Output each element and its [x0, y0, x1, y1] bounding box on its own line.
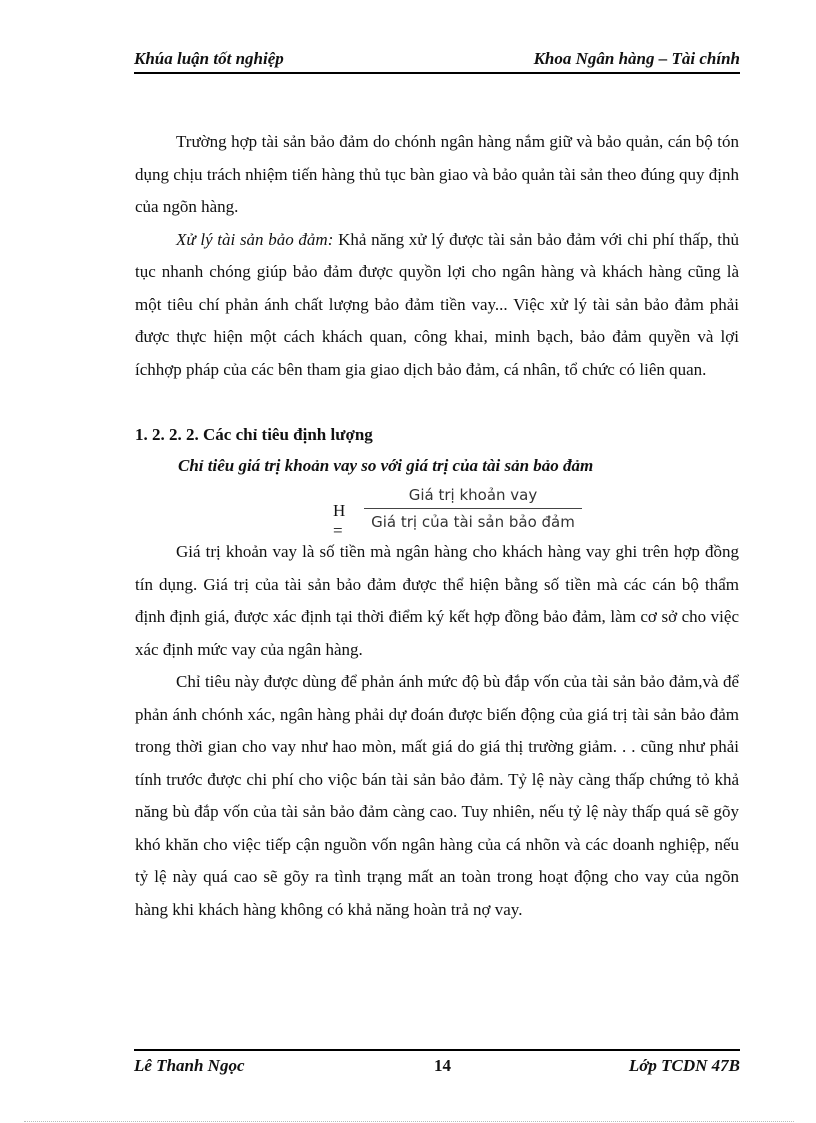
footer-class: Lớp TCDN 47B — [628, 1056, 740, 1075]
footer-author: Lê Thanh Ngọc — [134, 1056, 245, 1075]
paragraph: Chỉ tiêu này được dùng để phản ánh mức độ bù đắp vốn của tài sản bảo đảm,và để phản ánh chónh xác, ngân hàng phải dự đoán được biến động của giá trị tài sản bảo đảm trong thời gian cho vay như hao mòn, mất giá do giá thị trường giảm. . . cũng như phải tính trước được chi phí cho viộc bán tài sản bảo đảm. Tỷ lệ này càng thấp chứng tỏ khả năng bù đắp vốn của tài sản bảo đảm càng cao. Tuy nhiên, nếu tỷ lệ này thấp quá sẽ gõy khó khăn cho việc tiếp cận nguồn vốn ngân hàng của cá nhõn và các doanh nghiệp, nếu tỷ lệ này quá cao sẽ gõy ra tình trạng mất an toàn trong hoạt động cho vay của ngõn hàng khi khách hàng không có khả năng hoàn trả nợ vay. — [135, 672, 739, 919]
body-top — [135, 126, 739, 386]
formula-numerator: Giá trị khoản vay — [408, 486, 538, 504]
formula-fraction — [364, 484, 582, 533]
page-edge-divider — [24, 1121, 794, 1122]
page-header — [134, 48, 740, 74]
page-footer — [134, 1049, 740, 1079]
paragraph: Trường hợp tài sản bảo đảm do chónh ngân hàng nắm giữ và bảo quản, cán bộ tón dụng chịu trách nhiệm tiến hàng thủ tục bàn giao và bảo quản tài sản theo đúng quy định của ngõn hàng. — [135, 132, 739, 216]
body-bottom — [135, 536, 739, 926]
paragraph-text: Khả năng xử lý được tài sản bảo đảm với chi phí thấp, thủ tục nhanh chóng giúp bảo đảm được quyồn lợi cho ngân hàng và khách hàng cũng là một tiêu chí phản ánh chất lượng bảo đảm tiền vay... Việc xử lý tài sản bảo đảm phải được thực hiện một cách khách quan, công khai, minh bạch, bảo đảm quyền và lợi íchhợp pháp của các bên tham gia giao dịch bảo đảm, cá nhân, tổ chức có liên quan. — [135, 229, 739, 379]
paragraph: Giá trị khoản vay là số tiền mà ngân hàng cho khách hàng vay ghi trên hợp đồng tín dụng. Giá trị của tài sản bảo đảm được thể hiện bằng số tiền mà các cán bộ thẩm định định giá, được xác định tại thời điểm ký kết hợp đồng bảo đảm, làm cơ sở cho việc xác định mức vay của ngân hàng. — [135, 542, 739, 659]
paragraph-lead: Xử lý tài sản bảo đảm: — [176, 229, 334, 249]
subsection-heading: Chỉ tiêu giá trị khoản vay so với giá trị của tài sản bảo đảm — [178, 456, 594, 475]
fraction-bar — [364, 508, 582, 509]
header-thesis-title: Khúa luận tốt nghiệp — [134, 49, 284, 68]
paragraph-xu-ly — [135, 224, 739, 387]
formula-denominator: Giá trị của tài sản bảo đảm — [371, 513, 575, 531]
section-heading: 1. 2. 2. 2. Các chỉ tiêu định lượng — [135, 425, 373, 444]
formula-lhs: H = — [333, 501, 346, 540]
page-number: 14 — [434, 1056, 451, 1075]
header-faculty: Khoa Ngân hàng – Tài chính — [533, 49, 740, 68]
